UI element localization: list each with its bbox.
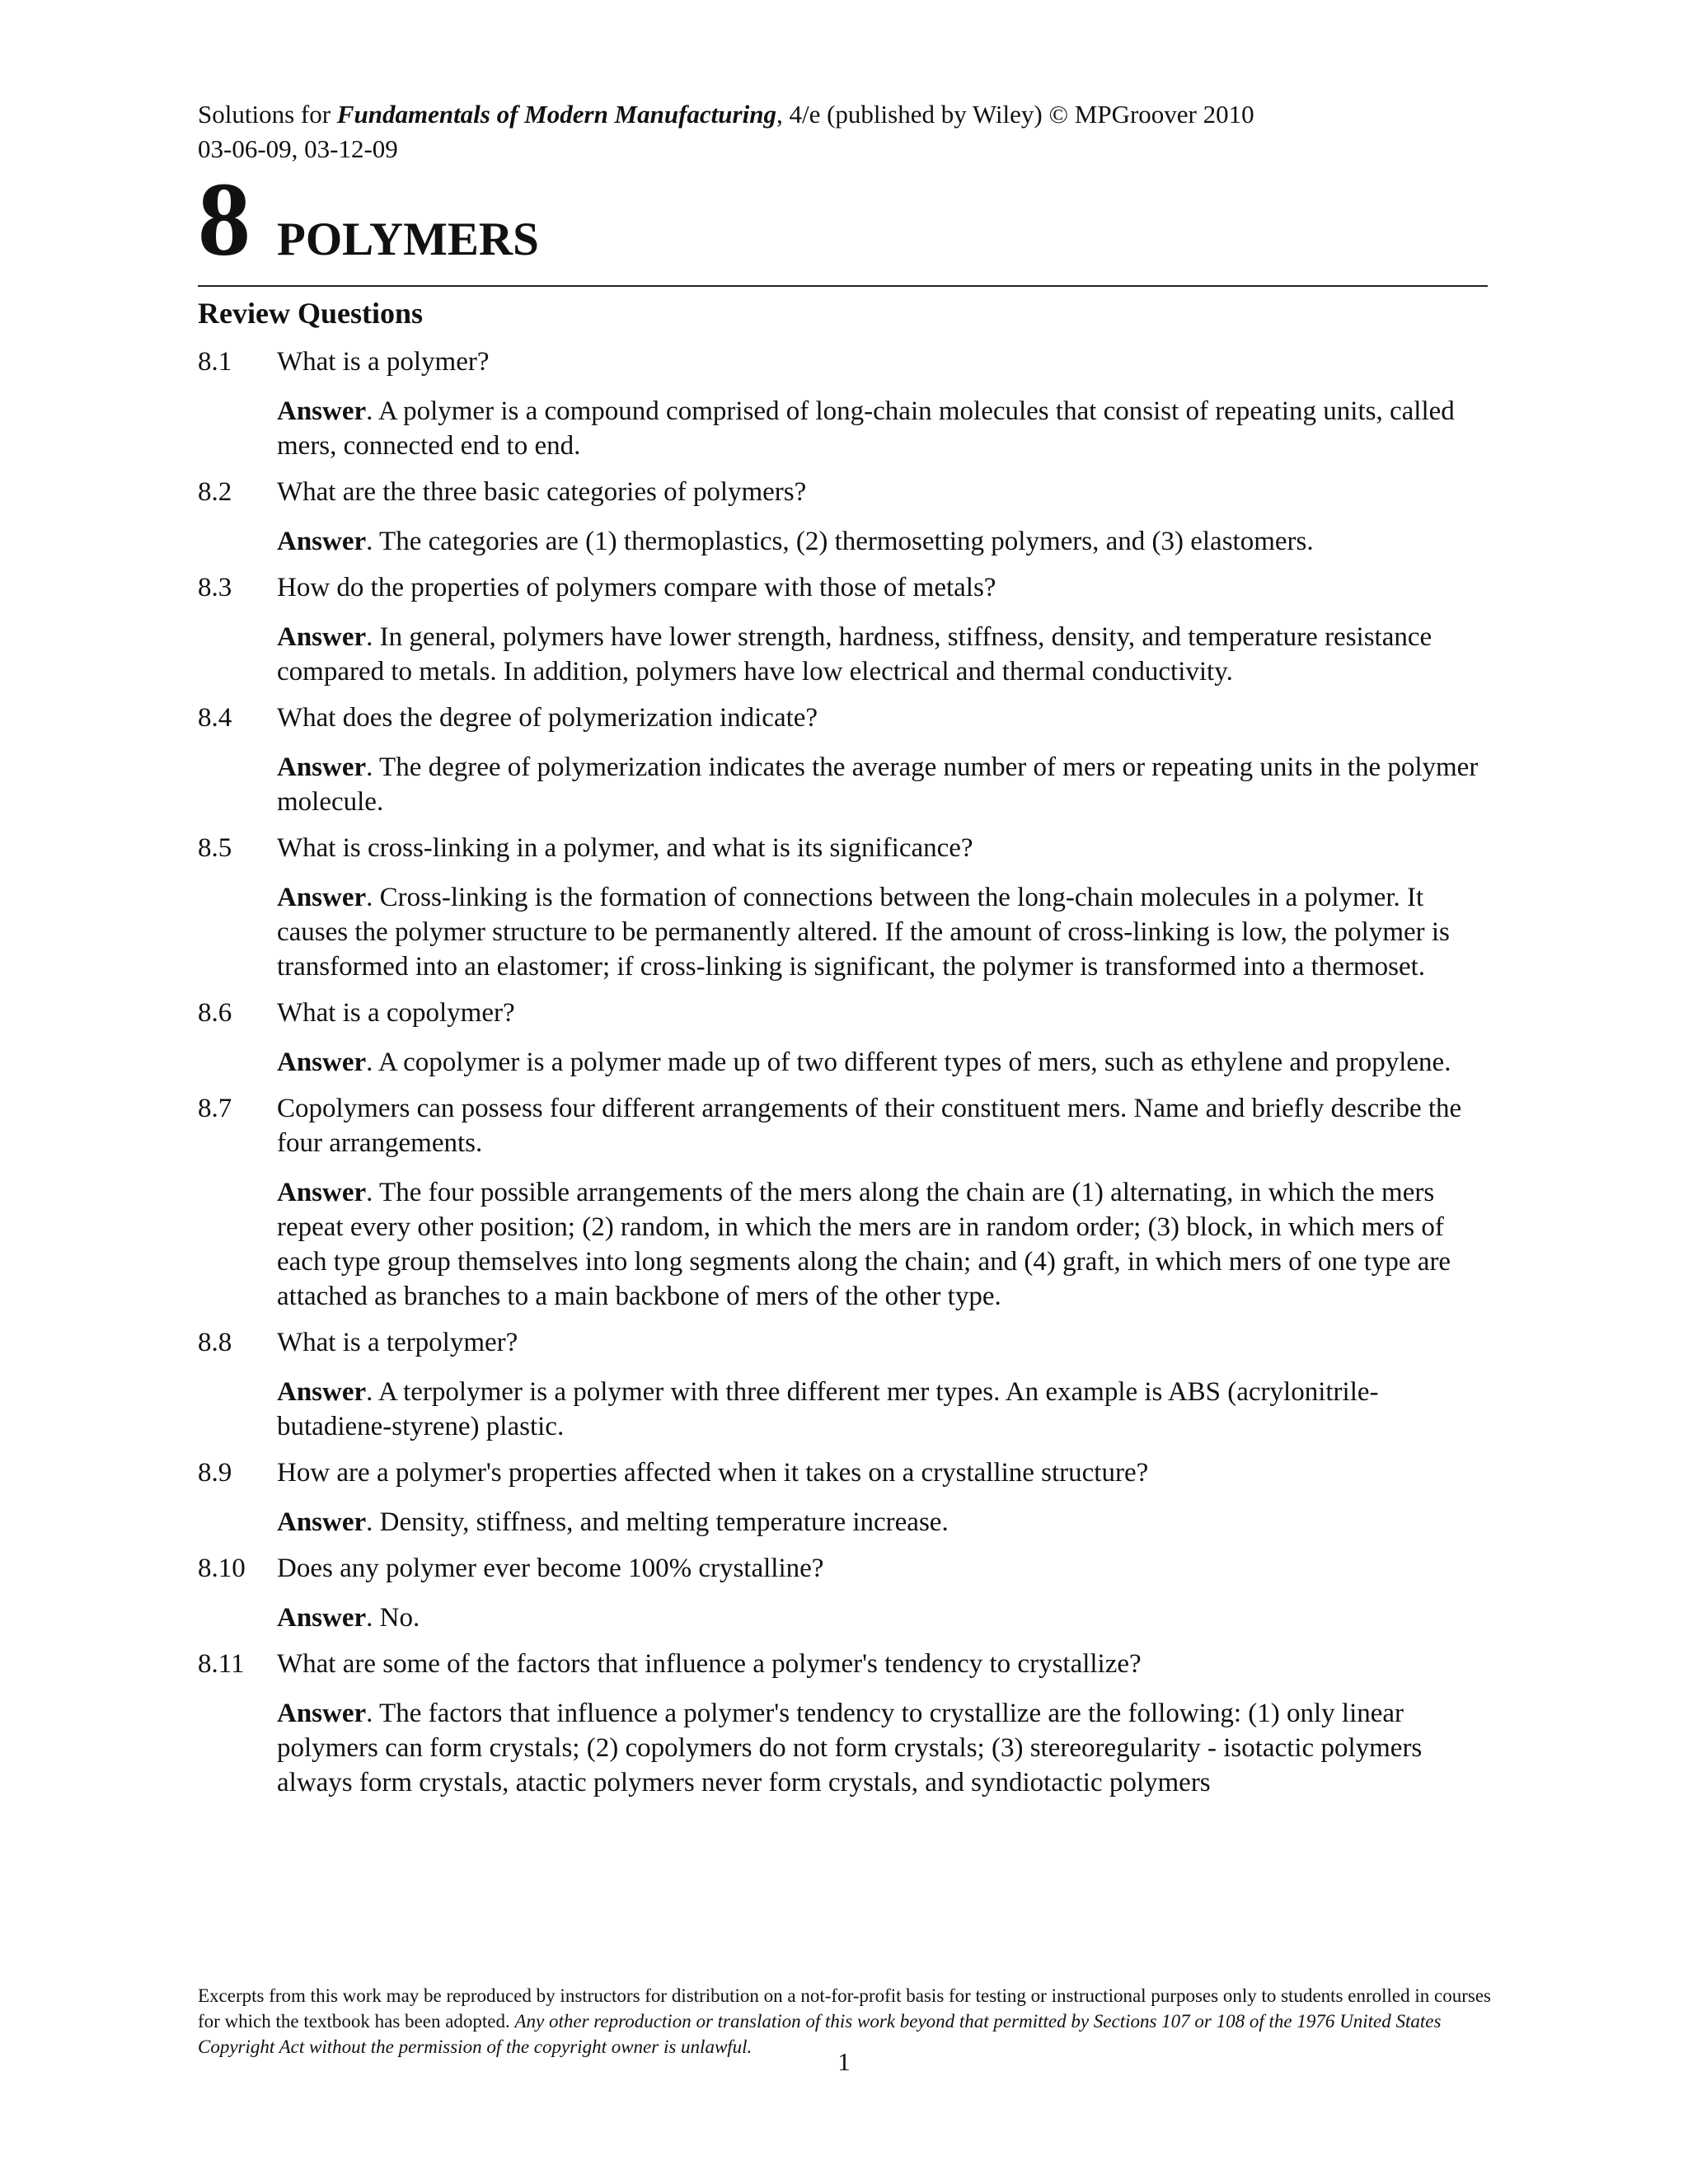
answer-label: Answer <box>277 1699 367 1728</box>
question-item <box>198 1455 1484 1490</box>
answer-body: . The categories are (1) thermoplastics, (2) thermosetting polymers, and (3) elastomers. <box>366 527 1314 556</box>
question-number: 8.10 <box>198 1554 246 1583</box>
chapter-title: POLYMERS <box>277 213 539 265</box>
answer-text <box>277 1375 1484 1444</box>
answer-text <box>277 394 1484 463</box>
question-item <box>198 1551 1484 1586</box>
answer-text <box>277 620 1484 689</box>
answer-body: . No. <box>366 1603 420 1633</box>
question-number: 8.8 <box>198 1328 232 1357</box>
question-number: 8.7 <box>198 1094 232 1123</box>
answer-text <box>277 750 1484 819</box>
header-line-1: Solutions for Fundamentals of Modern Manufacturing, 4/e (published by Wiley) © MPGroover 2010 <box>198 100 1254 129</box>
running-header <box>198 97 1484 166</box>
answer-text <box>277 524 1484 559</box>
section-title: Review Questions <box>198 297 423 330</box>
header-dates: 03-06-09, 03-12-09 <box>198 134 398 163</box>
answer-label: Answer <box>277 1047 367 1077</box>
answer-body: . The factors that influence a polymer's tendency to crystallize are the following: (1) only linear polymers can form crystals; (2) copolymers do not form crystals; (3) stereoregularity - isotactic polymers always form crystals, atactic polymers never form crystals, and syndiotactic polymers <box>277 1699 1423 1797</box>
question-text: What is a polymer? <box>277 347 490 377</box>
question-item <box>198 831 1484 865</box>
answer-body: . The four possible arrangements of the mers along the chain are (1) alternating, in which the mers repeat every other position; (2) random, in which the mers are in random order; (3) block, in which mers of each type group themselves into long segments along the chain; and (4) graft, in which mers of one type are attached as branches to a main backbone of mers of the other type. <box>277 1178 1451 1311</box>
question-item <box>198 701 1484 735</box>
question-text: What is a terpolymer? <box>277 1328 518 1357</box>
question-text: What is a copolymer? <box>277 998 515 1028</box>
question-list <box>198 344 1484 1800</box>
answer-label: Answer <box>277 396 367 426</box>
document-page <box>198 97 1484 1800</box>
question-item <box>198 570 1484 605</box>
answer-text <box>277 880 1484 984</box>
answer-label: Answer <box>277 527 367 556</box>
book-title: Fundamentals of Modern Manufacturing <box>336 100 776 129</box>
answer-label: Answer <box>277 622 367 652</box>
answer-text <box>277 1696 1484 1800</box>
question-text: What are the three basic categories of polymers? <box>277 477 807 507</box>
answer-body: . Cross-linking is the formation of connections between the long-chain molecules in a polymer. It causes the polymer structure to be permanently altered. If the amount of cross-linking is low, the polymer is transformed into an elastomer; if cross-linking is significant, the polymer is transformed into a thermoset. <box>277 883 1450 982</box>
answer-text <box>277 1601 1484 1635</box>
question-number: 8.6 <box>198 998 232 1028</box>
page-number: 1 <box>837 2047 851 2076</box>
question-text: How do the properties of polymers compare with those of metals? <box>277 573 996 602</box>
question-number: 8.2 <box>198 477 232 507</box>
question-item <box>198 1091 1484 1160</box>
answer-label: Answer <box>277 1377 367 1407</box>
question-item <box>198 475 1484 509</box>
answer-label: Answer <box>277 1178 367 1207</box>
answer-body: . A polymer is a compound comprised of long-chain molecules that consist of repeating units, called mers, connected end to end. <box>277 396 1455 461</box>
question-number: 8.4 <box>198 703 232 733</box>
answer-label: Answer <box>277 1603 367 1633</box>
heading-rule <box>198 285 1488 287</box>
answer-text <box>277 1175 1484 1314</box>
footer-text: Excerpts from this work may be reproduced by instructors for distribution on a not-for-profit basis for testing or instructional purposes only to students enrolled in courses for which the textbook has been adopted. <box>198 1985 1491 2032</box>
question-number: 8.11 <box>198 1649 245 1679</box>
answer-label: Answer <box>277 752 367 782</box>
question-text: What are some of the factors that influence a polymer's tendency to crystallize? <box>277 1649 1142 1679</box>
question-text: How are a polymer's properties affected when it takes on a crystalline structure? <box>277 1458 1149 1488</box>
chapter-number: 8 <box>198 161 251 278</box>
answer-body: . Density, stiffness, and melting temperature increase. <box>366 1507 949 1537</box>
answer-label: Answer <box>277 1507 367 1537</box>
question-item <box>198 1325 1484 1360</box>
question-number: 8.3 <box>198 573 232 602</box>
answer-body: . A copolymer is a polymer made up of two different types of mers, such as ethylene and propylene. <box>366 1047 1451 1077</box>
question-number: 8.9 <box>198 1458 232 1488</box>
answer-body: . The degree of polymerization indicates the average number of mers or repeating units in the polymer molecule. <box>277 752 1479 817</box>
question-text: What is cross-linking in a polymer, and what is its significance? <box>277 833 973 863</box>
answer-label: Answer <box>277 883 367 912</box>
answer-body: . In general, polymers have lower strength, hardness, stiffness, density, and temperature resistance compared to metals. In addition, polymers have low electrical and thermal conductivity. <box>277 622 1432 687</box>
question-text: What does the degree of polymerization indicate? <box>277 703 818 733</box>
chapter-heading <box>198 161 1484 278</box>
answer-text <box>277 1505 1484 1540</box>
question-text: Copolymers can possess four different arrangements of their constituent mers. Name and briefly describe the four arrangements. <box>277 1094 1462 1158</box>
question-number: 8.1 <box>198 347 232 377</box>
question-item <box>198 1647 1484 1681</box>
answer-body: . A terpolymer is a polymer with three different mer types. An example is ABS (acrylonitrile-butadiene-styrene) plastic. <box>277 1377 1379 1441</box>
footer-italic-text: Any other reproduction or translation of this work beyond that permitted by Sections 107 or 108 of the 1976 United States Copyright Act without the permission of the copyright owner is unlawful. <box>198 2011 1442 2057</box>
question-number: 8.5 <box>198 833 232 863</box>
question-text: Does any polymer ever become 100% crystalline? <box>277 1554 824 1583</box>
question-item <box>198 344 1484 379</box>
question-item <box>198 996 1484 1030</box>
answer-text <box>277 1045 1484 1080</box>
